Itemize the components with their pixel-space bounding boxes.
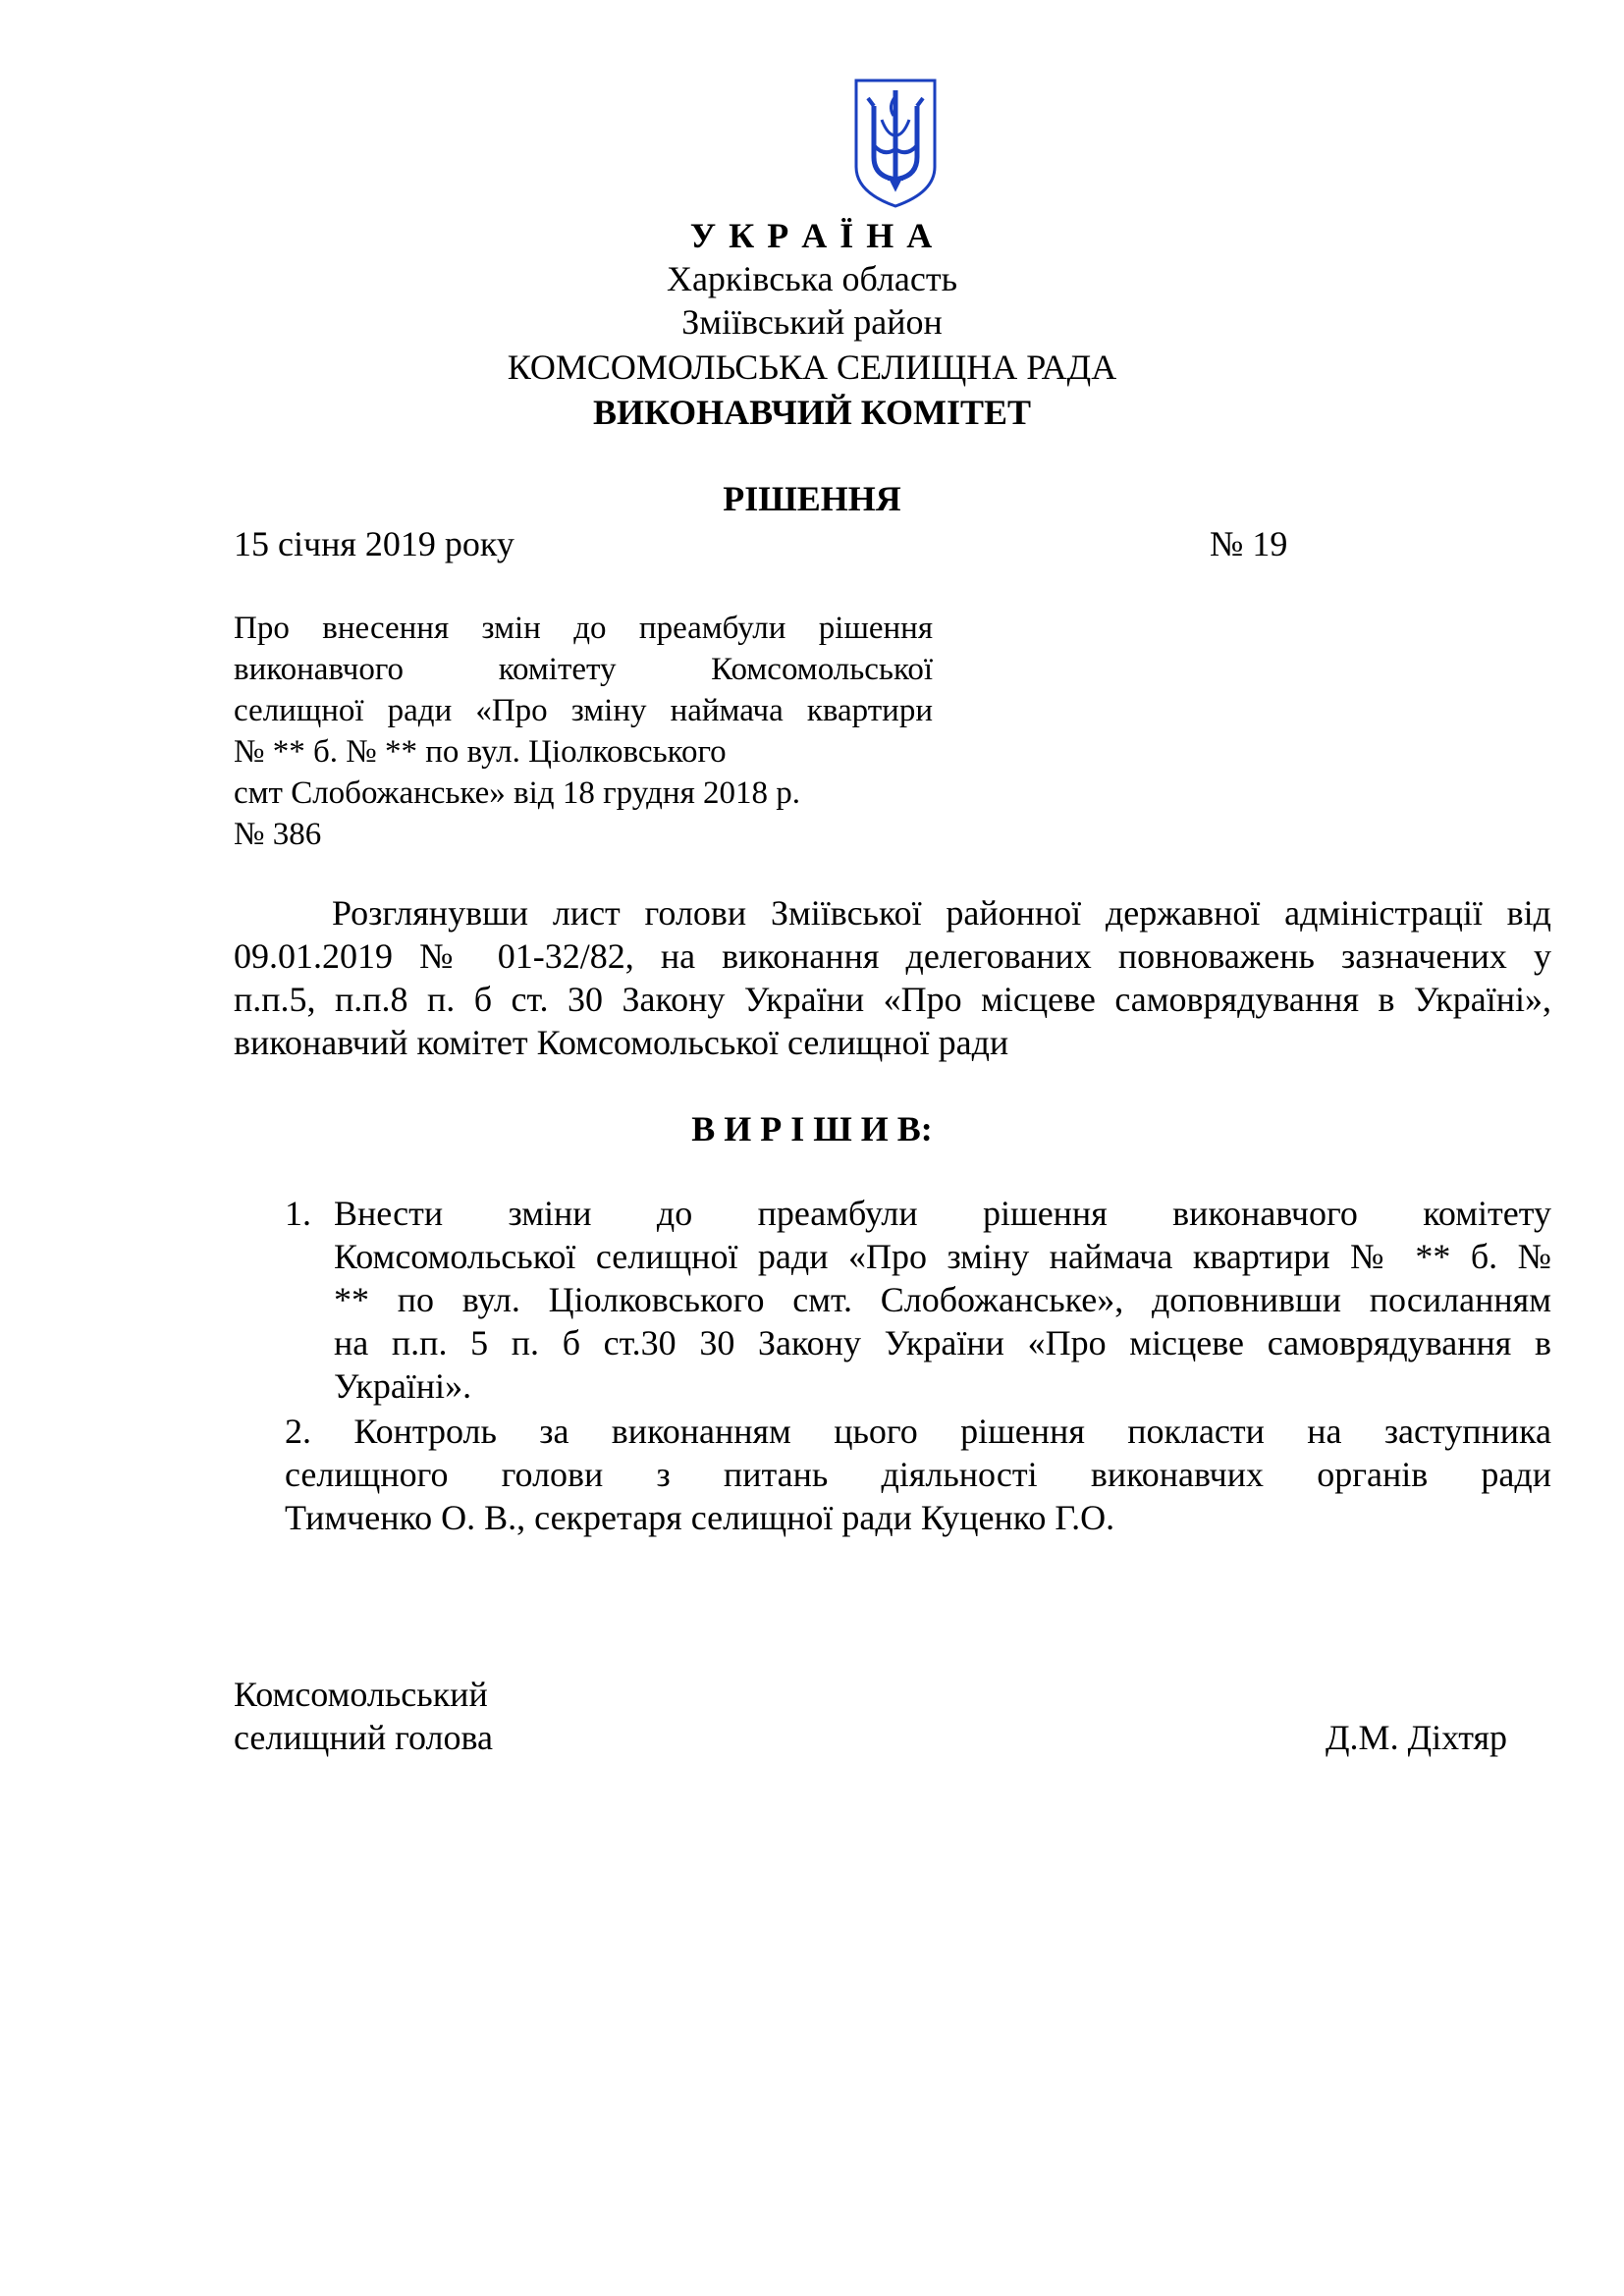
- signatory-title: селищний голова: [234, 1718, 494, 1757]
- district-line: Зміївський район: [681, 302, 943, 342]
- item-line: Україні».: [334, 1366, 472, 1406]
- signatory-name: Д.М. Діхтяр: [1326, 1718, 1508, 1757]
- committee-line: ВИКОНАВЧИЙ КОМІТЕТ: [592, 393, 1032, 432]
- item-line: Тимченко О. В., секретаря селищної ради Куценко Г.О.: [285, 1498, 1115, 1537]
- subject-line: селищної ради «Про зміну наймача квартири: [234, 693, 933, 728]
- coat-of-arms-icon: [852, 77, 939, 209]
- item-line: Внести зміни до преамбули рішення виконавчого комітету: [334, 1194, 1551, 1233]
- item-line: селищного голови з питань діяльності виконавчих органів ради: [285, 1455, 1551, 1494]
- subject-line: смт Слобожанське» від 18 грудня 2018 р.: [234, 775, 801, 811]
- signatory-title: Комсомольський: [234, 1675, 488, 1714]
- country-title: У К Р А Ї Н А: [689, 216, 935, 255]
- preamble-line: Розглянувши лист голови Зміївської районної державної адміністрації від: [332, 893, 1551, 933]
- subject-line: № 386: [234, 817, 322, 852]
- subject-line: № ** б. № ** по вул. Ціолковського: [234, 734, 727, 770]
- council-line: КОМСОМОЛЬСЬКА СЕЛИЩНА РАДА: [507, 347, 1117, 387]
- preamble-line: 09.01.2019 № 01-32/82, на виконання делегованих повноважень зазначених у: [234, 936, 1551, 976]
- decision-number: № 19: [1210, 524, 1288, 563]
- item-line: Комсомольської селищної ради «Про зміну наймача квартири № ** б. №: [334, 1237, 1551, 1276]
- item-number: 1.: [285, 1194, 311, 1233]
- region-line: Харківська область: [666, 259, 958, 298]
- preamble-line: виконавчий комітет Комсомольської селищної ради: [234, 1023, 1009, 1062]
- item-line: на п.п. 5 п. б ст.30 30 Закону України «Про місцеве самоврядування в: [334, 1323, 1551, 1362]
- item-line: 2. Контроль за виконанням цього рішення покласти на заступника: [285, 1412, 1551, 1451]
- subject-line: виконавчого комітету Комсомольської: [234, 652, 933, 687]
- document-type: РІШЕННЯ: [723, 479, 901, 518]
- subject-line: Про внесення змін до преамбули рішення: [234, 611, 933, 646]
- item-line: ** по вул. Ціолковського смт. Слобожанське», доповнивши посиланням: [334, 1280, 1551, 1319]
- decided-heading: В И Р І Ш И В:: [691, 1109, 933, 1148]
- preamble-line: п.п.5, п.п.8 п. б ст. 30 Закону України «Про місцеве самоврядування в Україні»,: [234, 980, 1551, 1019]
- decision-date: 15 січня 2019 року: [234, 524, 514, 563]
